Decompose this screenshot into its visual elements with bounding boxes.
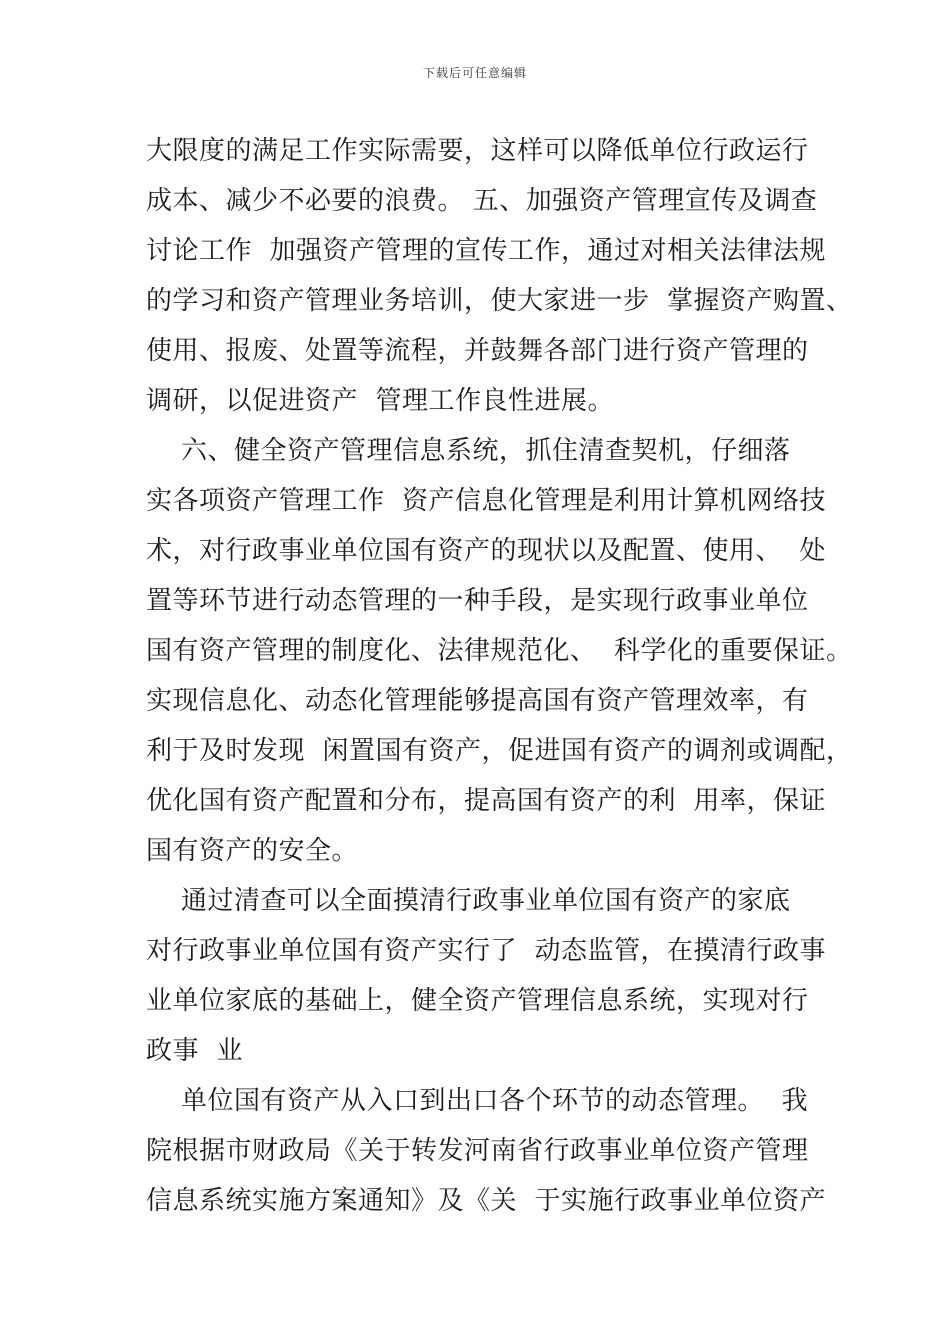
text-line: 讨论工作 加强资产管理的宣传工作，通过对相关法律法规 [146, 236, 827, 266]
text-line: 的学习和资产管理业务培训，使大家进一步 掌握资产购置、 [146, 286, 853, 316]
text-line: 信息系统实施方案通知》及《关 于实施行政事业单位资产 [146, 1186, 827, 1216]
text-line: 业单位家底的基础上，健全资产管理信息系统，实现对行 [146, 986, 809, 1016]
text-line: 成本、减少不必要的浪费。 五、加强资产管理宣传及调查 [146, 186, 818, 216]
page-header-note: 下载后可任意编辑 [422, 66, 527, 80]
text-line: 实现信息化、动态化管理能够提高国有资产管理效率，有 [146, 686, 809, 716]
text-line: 实各项资产管理工作 资产信息化管理是利用计算机网络技 [146, 486, 827, 516]
text-line: 对行政事业单位国有资产实行了 动态监管，在摸清行政事 [146, 936, 827, 966]
text-line: 利于及时发现 闲置国有资产，促进国有资产的调剂或调配， [146, 736, 853, 766]
text-line: 调研，以促进资产 管理工作良性进展。 [146, 386, 615, 416]
text-line: 六、健全资产管理信息系统，抓住清查契机，仔细落 [146, 436, 791, 466]
text-line: 术，对行政事业单位国有资产的现状以及配置、使用、 处 [146, 536, 827, 566]
text-line: 大限度的满足工作实际需要，这样可以降低单位行政运行 [146, 136, 809, 166]
text-line: 国有资产管理的制度化、法律规范化、 科学化的重要保证。 [146, 636, 853, 666]
text-line: 置等环节进行动态管理的一种手段，是实现行政事业单位 [146, 586, 809, 616]
text-line: 院根据市财政局《关于转发河南省行政事业单位资产管理 [146, 1136, 809, 1166]
text-line: 政事 业 [146, 1036, 244, 1066]
text-line: 优化国有资产配置和分布，提高国有资产的利 用率，保证 [146, 786, 827, 816]
text-line: 国有资产的安全。 [146, 836, 359, 866]
text-line: 单位国有资产从入口到出口各个环节的动态管理。 我 [146, 1086, 809, 1116]
document-body [146, 126, 853, 1226]
text-line: 使用、报废、处置等流程，并鼓舞各部门进行资产管理的 [146, 336, 809, 366]
text-line: 通过清查可以全面摸清行政事业单位国有资产的家底 [146, 886, 791, 916]
